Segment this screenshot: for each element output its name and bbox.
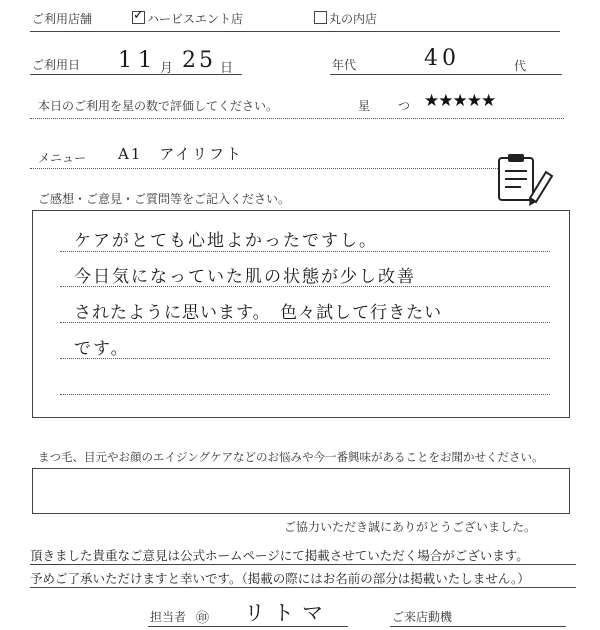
- date-label: ご利用日: [32, 58, 81, 72]
- store-label: ご利用店舗: [32, 12, 93, 26]
- divider: [30, 31, 560, 32]
- notice-underline: [30, 564, 576, 565]
- date-underline: [30, 74, 242, 75]
- staff-value: リトマ: [244, 601, 331, 625]
- seal-mark: ㊞: [196, 611, 210, 626]
- notice-line-1: 頂きました貴重なご意見は公式ホームページにて掲載させていただく場合がございます。: [30, 548, 529, 563]
- notice-underline: [30, 587, 576, 588]
- date-month: 11: [118, 48, 158, 73]
- age-underline: [330, 74, 562, 75]
- star-rating: ★★★★★: [424, 91, 496, 111]
- store-option-herbis[interactable]: ✓ ハービスエント店: [132, 10, 243, 27]
- motive-underline: [390, 626, 566, 627]
- month-unit: 月: [160, 61, 174, 76]
- feedback-label: ご感想・ご意見・ご質問等をご記入ください。: [38, 192, 291, 206]
- age-value: 40: [424, 46, 460, 71]
- stars-unit: つ: [398, 99, 411, 113]
- age-label: 年代: [332, 58, 357, 72]
- age-unit: 代: [514, 59, 527, 73]
- feedback-line: [60, 358, 550, 359]
- clipboard-icon: [494, 152, 554, 212]
- interest-label: まつ毛、目元やお顔のエイジングケアなどのお悩みや今一番興味があることをお聞かせください。: [38, 450, 544, 464]
- thanks-text: ご協力いただき誠にありがとうございました。: [284, 520, 537, 534]
- menu-label: メニュー: [38, 151, 87, 165]
- menu-value: A1 アイリフト: [118, 145, 244, 163]
- store-option-marunouchi[interactable]: 丸の内店: [314, 10, 377, 27]
- feedback-text-line: ケアがとても心地よかったですし。: [74, 231, 378, 251]
- interest-box[interactable]: [32, 468, 570, 514]
- checkbox-unchecked[interactable]: [314, 11, 327, 24]
- feedback-line: [60, 394, 550, 395]
- rating-dotted-line: [30, 118, 564, 119]
- motive-label: ご来店動機: [392, 610, 453, 624]
- date-day: 25: [182, 48, 216, 73]
- staff-label: 担当者: [150, 610, 187, 624]
- feedback-text-line: です。: [74, 339, 130, 359]
- notice-line-2: 予めご了承いただけますと幸いです。（掲載の際にはお名前の部分は掲載いたしません。）: [30, 571, 530, 586]
- feedback-line: [60, 251, 550, 252]
- checkbox-checked[interactable]: [132, 11, 145, 24]
- menu-dotted-line: [30, 168, 500, 169]
- stars-label: 星: [358, 99, 371, 113]
- feedback-text-line: されたように思います。 色々試して行きたい: [74, 303, 443, 323]
- feedback-text-line: 今日気になっていた肌の状態が少し改善: [74, 267, 416, 287]
- rating-prompt: 本日のご利用を星の数で評価してください。: [38, 99, 279, 113]
- day-unit: 日: [220, 61, 234, 76]
- staff-underline: [148, 626, 348, 627]
